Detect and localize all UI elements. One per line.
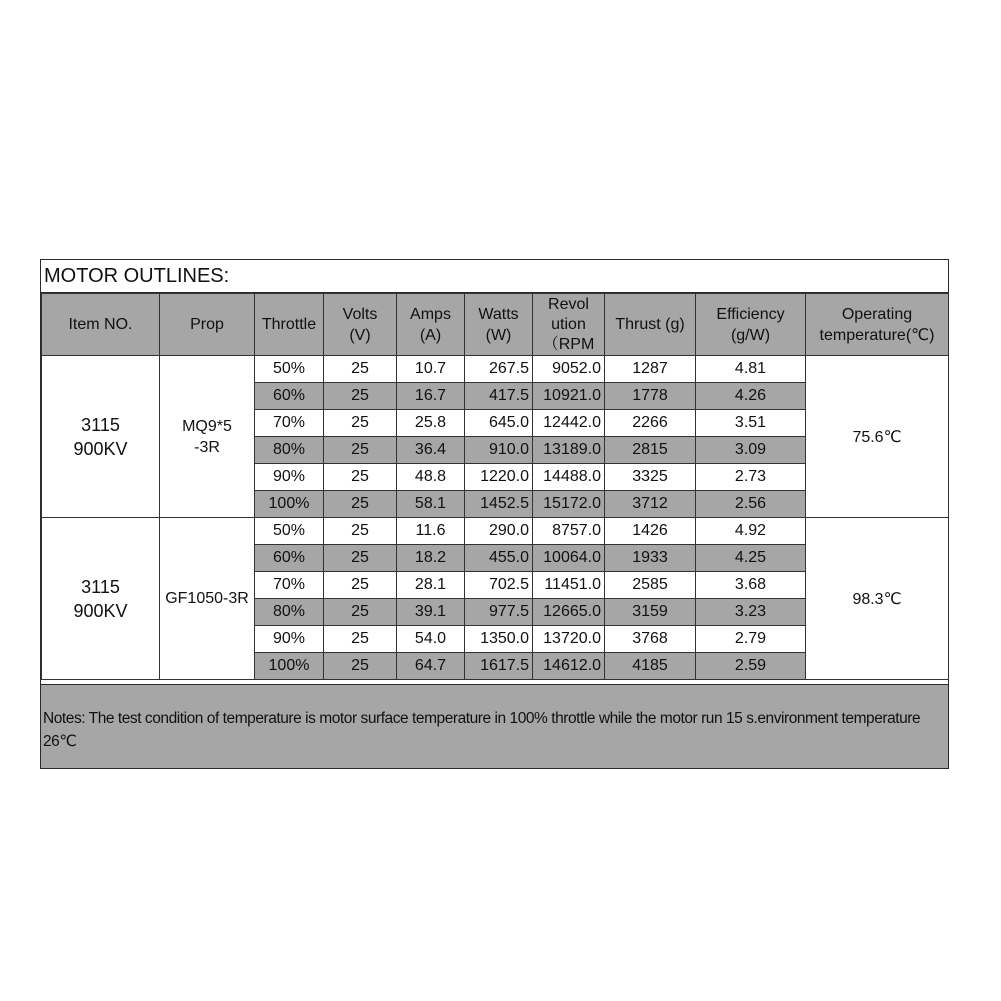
throttle-cell: 60% [255, 383, 324, 410]
throttle-cell: 80% [255, 599, 324, 626]
header-watts-unit: (W) [485, 326, 512, 344]
throttle-cell: 80% [255, 437, 324, 464]
rpm-cell: 13189.0 [533, 437, 605, 464]
throttle-cell: 90% [255, 626, 324, 653]
rpm-cell: 8757.0 [533, 518, 605, 545]
header-row [42, 294, 949, 356]
volts-cell: 25 [324, 653, 397, 680]
thrust-cell: 3325 [605, 464, 696, 491]
table-row [42, 356, 949, 383]
throttle-cell: 90% [255, 464, 324, 491]
header-rpm-line2: ution [551, 315, 586, 333]
motor-item-cell [42, 356, 160, 518]
efficiency-cell: 3.68 [696, 572, 806, 599]
header-prop: Prop [160, 294, 255, 356]
header-rpm [533, 294, 605, 356]
motor-data-table [41, 293, 949, 680]
watts-cell: 645.0 [465, 410, 533, 437]
watts-cell: 910.0 [465, 437, 533, 464]
rpm-cell: 12442.0 [533, 410, 605, 437]
motor-item-line: 900KV [73, 600, 128, 621]
efficiency-cell: 2.79 [696, 626, 806, 653]
amps-cell: 58.1 [397, 491, 465, 518]
volts-cell: 25 [324, 518, 397, 545]
efficiency-cell: 2.59 [696, 653, 806, 680]
efficiency-cell: 2.56 [696, 491, 806, 518]
thrust-cell: 1287 [605, 356, 696, 383]
volts-cell: 25 [324, 383, 397, 410]
header-thrust: Thrust (g) [605, 294, 696, 356]
header-temperature-line: Operating [841, 305, 913, 323]
amps-cell: 10.7 [397, 356, 465, 383]
header-volts-unit: (V) [349, 326, 371, 344]
watts-cell: 977.5 [465, 599, 533, 626]
watts-cell: 455.0 [465, 545, 533, 572]
amps-cell: 48.8 [397, 464, 465, 491]
volts-cell: 25 [324, 437, 397, 464]
amps-cell: 39.1 [397, 599, 465, 626]
throttle-cell: 100% [255, 653, 324, 680]
volts-cell: 25 [324, 356, 397, 383]
sheet-title: MOTOR OUTLINES: [41, 260, 948, 293]
volts-cell: 25 [324, 410, 397, 437]
watts-cell: 267.5 [465, 356, 533, 383]
thrust-cell: 2266 [605, 410, 696, 437]
prop-line: -3R [194, 438, 220, 456]
amps-cell: 16.7 [397, 383, 465, 410]
efficiency-cell: 4.92 [696, 518, 806, 545]
watts-cell: 290.0 [465, 518, 533, 545]
prop-cell [160, 518, 255, 680]
thrust-cell: 1426 [605, 518, 696, 545]
rpm-cell: 14612.0 [533, 653, 605, 680]
watts-cell: 1452.5 [465, 491, 533, 518]
notes-text: Notes: The test condition of temperature is motor surface temperature in 100% throttle while the motor run 15 s.environment temperature 26℃ [41, 684, 948, 768]
throttle-cell: 50% [255, 356, 324, 383]
header-watts-line: Watts [478, 305, 519, 323]
amps-cell: 64.7 [397, 653, 465, 680]
efficiency-cell: 3.09 [696, 437, 806, 464]
throttle-cell: 70% [255, 410, 324, 437]
motor-outlines-sheet [40, 259, 949, 769]
rpm-cell: 13720.0 [533, 626, 605, 653]
amps-cell: 18.2 [397, 545, 465, 572]
thrust-cell: 2585 [605, 572, 696, 599]
motor-item-line: 3115 [81, 576, 120, 597]
efficiency-cell: 4.26 [696, 383, 806, 410]
header-efficiency [696, 294, 806, 356]
efficiency-cell: 4.25 [696, 545, 806, 572]
thrust-cell: 4185 [605, 653, 696, 680]
motor-item-line: 900KV [73, 438, 128, 459]
amps-cell: 28.1 [397, 572, 465, 599]
header-amps-line: Amps [410, 305, 451, 323]
rpm-cell: 11451.0 [533, 572, 605, 599]
header-rpm-line3: （RPM [542, 335, 595, 353]
header-temperature-unit: temperature(℃) [819, 326, 935, 344]
efficiency-cell: 4.81 [696, 356, 806, 383]
amps-cell: 54.0 [397, 626, 465, 653]
amps-cell: 11.6 [397, 518, 465, 545]
rpm-cell: 12665.0 [533, 599, 605, 626]
rpm-cell: 9052.0 [533, 356, 605, 383]
throttle-cell: 60% [255, 545, 324, 572]
header-amps-unit: (A) [419, 326, 442, 344]
header-watts [465, 294, 533, 356]
thrust-cell: 1933 [605, 545, 696, 572]
watts-cell: 1617.5 [465, 653, 533, 680]
header-amps [397, 294, 465, 356]
rpm-cell: 10064.0 [533, 545, 605, 572]
header-rpm-line1: Revol [548, 295, 589, 313]
operating-temperature-cell: 75.6℃ [806, 356, 949, 518]
volts-cell: 25 [324, 626, 397, 653]
header-efficiency-unit: (g/W) [730, 326, 771, 344]
header-volts [324, 294, 397, 356]
table-body [42, 356, 949, 680]
throttle-cell: 50% [255, 518, 324, 545]
motor-item-line: 3115 [81, 414, 120, 435]
amps-cell: 25.8 [397, 410, 465, 437]
throttle-cell: 100% [255, 491, 324, 518]
thrust-cell: 3768 [605, 626, 696, 653]
prop-line: MQ9*5 [182, 417, 232, 435]
table-row [42, 518, 949, 545]
thrust-cell: 1778 [605, 383, 696, 410]
watts-cell: 1350.0 [465, 626, 533, 653]
thrust-cell: 3159 [605, 599, 696, 626]
thrust-cell: 3712 [605, 491, 696, 518]
header-item: Item NO. [42, 294, 160, 356]
rpm-cell: 14488.0 [533, 464, 605, 491]
header-volts-line: Volts [342, 305, 378, 323]
rpm-cell: 10921.0 [533, 383, 605, 410]
prop-line: GF1050-3R [165, 590, 249, 607]
volts-cell: 25 [324, 545, 397, 572]
watts-cell: 1220.0 [465, 464, 533, 491]
efficiency-cell: 2.73 [696, 464, 806, 491]
watts-cell: 417.5 [465, 383, 533, 410]
efficiency-cell: 3.23 [696, 599, 806, 626]
motor-item-cell [42, 518, 160, 680]
header-temperature [806, 294, 949, 356]
prop-cell [160, 356, 255, 518]
volts-cell: 25 [324, 572, 397, 599]
watts-cell: 702.5 [465, 572, 533, 599]
rpm-cell: 15172.0 [533, 491, 605, 518]
operating-temperature-cell: 98.3℃ [806, 518, 949, 680]
header-throttle: Throttle [255, 294, 324, 356]
thrust-cell: 2815 [605, 437, 696, 464]
volts-cell: 25 [324, 599, 397, 626]
amps-cell: 36.4 [397, 437, 465, 464]
volts-cell: 25 [324, 464, 397, 491]
throttle-cell: 70% [255, 572, 324, 599]
volts-cell: 25 [324, 491, 397, 518]
header-efficiency-line: Efficiency [716, 305, 785, 323]
efficiency-cell: 3.51 [696, 410, 806, 437]
